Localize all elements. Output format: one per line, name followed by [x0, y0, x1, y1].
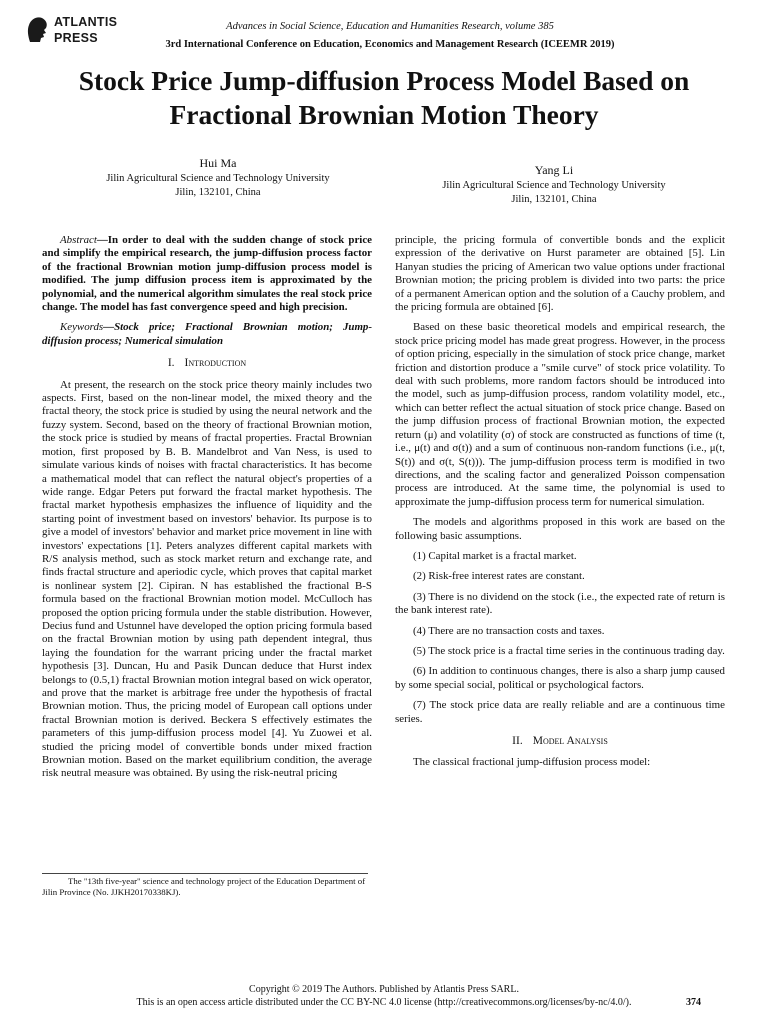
author-name: Hui Ma: [199, 156, 237, 170]
assumption-item: (7) The stock price data are really reliable and are a continuous time series.: [395, 699, 725, 725]
atlantis-head-icon: [24, 14, 50, 44]
section-number: I.: [167, 357, 175, 370]
intro-paragraph: At present, the research on the stock price theory mainly includes two aspects. First, based on the non-linear model, the mixed theory and the fractal theory, the stock price is studied by using the neural network and the fuzzy system. Second, based on the theory of fractional Brownian motion, the stock price is studied by means of fractal properties. Fractal Brownian motion, first proposed by B. B. Mandelbrot and Van Ness, is used to simulate various kinds of noises with fractal characteristics. It has become a mathematical model that can reflect the natural object's properties of a wide range. Edgar Peters put forward the fractal market hypothesis. The fractal market hypothesis emphasizes the influence of liquidity and the starting point of investment based on investors' behavior. Its purpose is to give a model of investors' behavior and market price movement in line with investors' expectations [1]. Peters analyzes different capital markets with R/S analysis method, such as stock market return and exchange rate, and finds fractal structure and aperiodic cycle, which proves that capital market is nonlinear system [2]. Cipiran. N has established the fractional B-S formula based on the fractional Brownian motion model. McCulloch has proposed the option pricing formula under the stable distribution. However, Decius fund and Ustunnel have developed the option pricing formula based on the fractal Brownian motion by using path dependent integral, thus laying the foundation for the warrant pricing under the fractal market hypothesis [3]. Duncan, Hu and Pasik Duncan deduce that Hurst index belongs to (0.5,1) fractal Brownian motion integral based on wick operator, and prove that the market is arbitrage free under the hypothesis of fractal Brownian motion. Thus, the pricing model of European call options under fractal Brownian motion is derived. Beckera S effectively estimates the parameters of this jump-diffusion process model [4]. Yu Zuowei et al. studied the pricing model of convertible bonds under mixed fraction Brownian motion. Based on the market equilibrium condition, the average risk neutral measure was obtained. By using the risk-neutral pricing: [42, 378, 372, 780]
page-number: 374: [686, 997, 701, 1008]
abstract-text: —In order to deal with the sudden change of stock price and simplify the empirical research, the jump-diffusion process factor of the fractional Brownian motion jump-diffusion process model is modified. The jump diffusion process item is approximated by the polynomial, and the numerical algorithm simulates the real stock price change. The model has fast convergence speed and high precision.: [42, 234, 372, 314]
paper-title: Stock Price Jump-diffusion Process Model Based on Fractional Brownian Motion Theory: [78, 65, 690, 130]
assumption-item: (1) Capital market is a fractal market.: [413, 549, 577, 562]
copyright-line: Copyright © 2019 The Authors. Published by Atlantis Press SARL.: [249, 984, 519, 995]
conference-line: 3rd International Conference on Education, Economics and Management Research (ICEEMR 2019): [165, 39, 615, 50]
section-heading-model-analysis: [395, 735, 725, 748]
keywords-text: —Stock price; Fractional Brownian motion; Jump-diffusion process; Numerical simulation: [42, 321, 372, 347]
paragraph: The classical fractional jump-diffusion process model:: [413, 756, 651, 769]
section-number: II.: [512, 735, 523, 747]
left-column: [42, 234, 372, 781]
section-heading-introduction: [42, 357, 372, 370]
right-column: [395, 234, 725, 770]
keywords: [42, 321, 372, 348]
section-title: Introduction: [184, 357, 247, 370]
assumption-item: (2) Risk-free interest rates are constant.: [413, 570, 585, 583]
license-line: This is an open access article distributed under the CC BY-NC 4.0 license (http://creativecommons.org/licenses/by-nc/4.0/).: [136, 997, 632, 1008]
abstract-label: Abstract: [60, 234, 97, 246]
footnote: The "13th five-year" science and technology project of the Education Department of Jilin Province (No. JJKH20170338KJ).: [42, 876, 366, 897]
author-address: Jilin, 132101, China: [175, 187, 261, 198]
assumption-item: (5) The stock price is a fractal time series in the continuous trading day.: [413, 644, 725, 657]
publisher-name: ATLANTIS: [54, 15, 118, 29]
assumption-item: (3) There is no dividend on the stock (i.e., the expected rate of return is the bank interest rate).: [395, 590, 725, 617]
author-name: Yang Li: [534, 163, 574, 177]
footnote-rule: [42, 873, 368, 874]
author-block-1: [48, 154, 388, 200]
paragraph: The models and algorithms proposed in this work are based on the following basic assumptions.: [395, 516, 725, 542]
section-title: Model Analysis: [532, 735, 608, 747]
author-affiliation: Jilin Agricultural Science and Technology University: [442, 180, 666, 191]
author-block-2: [384, 161, 724, 207]
keywords-label: Keywords: [60, 321, 104, 334]
journal-line: Advances in Social Science, Education and Humanities Research, volume 385: [226, 21, 554, 32]
abstract: [42, 234, 372, 314]
publisher-name-sub: PRESS: [54, 31, 98, 45]
paragraph: principle, the pricing formula of convertible bonds and the explicit expression of the derivative on Hurst parameter are obtained [5]. Lin Hanyan studies the pricing of American two value options under fractional Brownian motion; the pricing problem is divided into two parts: the price of a permanent American option and the solution of a Cauchy problem, and the pricing formula are obtained [6].: [395, 234, 725, 314]
author-affiliation: Jilin Agricultural Science and Technology University: [106, 173, 330, 184]
author-address: Jilin, 132101, China: [511, 194, 597, 205]
assumption-item: (6) In addition to continuous changes, there is also a sharp jump caused by some special social, political or psychological factors.: [395, 665, 725, 691]
paragraph: Based on these basic theoretical models and empirical research, the stock price pricing model has made great progress. However, in the process of option pricing, especially in the simulation of stock price change, market friction and distortion produce a "smile curve" of stock price volatility. To deal with such problems, more random factors should be introduced into the model, such as jump-diffusion process, random volatility model, etc., which can better reflect the actual situation of stock price change. Based on the jump diffusion process of fractional Brownian motion, the expected return (μ) and volatility (σ) of stock are constructed as functions of time (t, i.e., μ(t) and σ(t)) and a sum of continuous non-random functions (i.e., μ(t, S(t)) and σ(t, S(t))). The jump-diffusion process term is modified in two directions, and the scaling factor and generalized Poisson compensation process are introduced. At the same time, the polynomial is used to approximate the jump-diffusion process term for numerical simulation.: [395, 321, 725, 508]
assumption-item: (4) There are no transaction costs and taxes.: [413, 624, 605, 637]
